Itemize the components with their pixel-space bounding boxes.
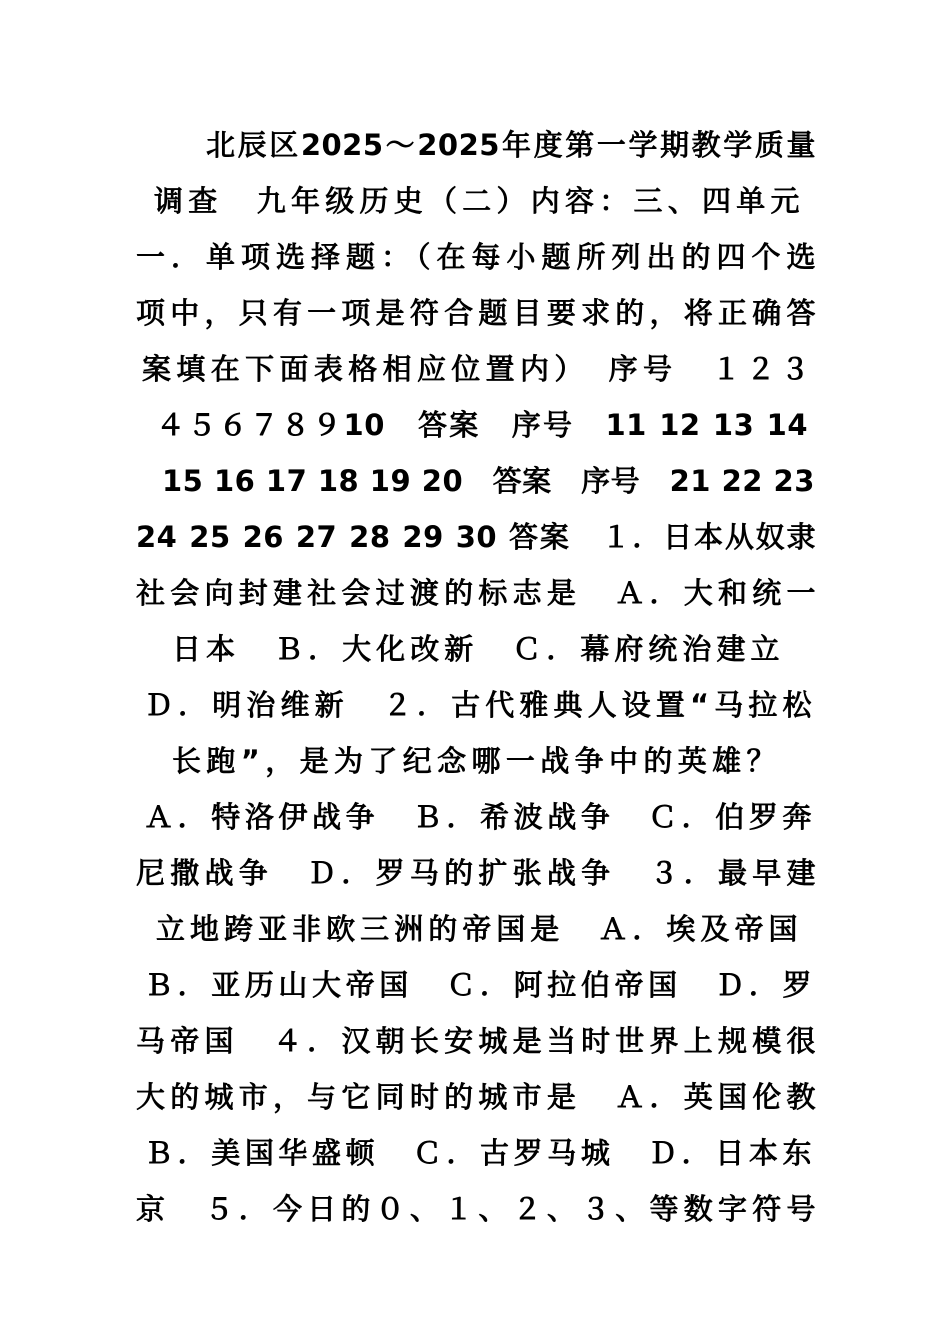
text-line: 24 25 26 27 28 29 30 答案 １．日本从奴隶 (136, 520, 816, 554)
text-line: 日本 Ｂ．大化改新 Ｃ．幕府统治建立 (172, 632, 780, 666)
text-line: 北辰区2025～2025年度第一学期教学质量 (206, 128, 816, 162)
text-line: Ｄ．明治维新 ２．古代雅典人设置“马拉松 (144, 688, 812, 722)
text-line: 调查 九年级历史（二）内容：三、四单元 (154, 184, 800, 218)
text-line: 马帝国 ４．汉朝长安城是当时世界上规模很 (136, 1024, 816, 1058)
text-line: 项中，只有一项是符合题目要求的，将正确答 (136, 296, 816, 330)
text-line: 尼撒战争 Ｄ．罗马的扩张战争 ３．最早建 (136, 856, 816, 890)
text-line: 大的城市，与它同时的城市是 Ａ．英国伦教 (136, 1080, 816, 1114)
text-line: 案填在下面表格相应位置内） 序号 １２３ (142, 352, 810, 386)
text-line: 立地跨亚非欧三洲的帝国是 Ａ．埃及帝国 (156, 912, 798, 946)
text-line: ４５６７８９10 答案 序号 11 12 13 14 (156, 408, 808, 442)
text-line: 一．单项选择题：（在每小题所列出的四个选 (136, 240, 816, 274)
text-line: Ｂ．亚历山大帝国 Ｃ．阿拉伯帝国 Ｄ．罗 (144, 968, 812, 1002)
text-line: 社会向封建社会过渡的标志是 Ａ．大和统一 (136, 576, 816, 610)
text-line: 京 ５．今日的０、１、２、３、等数字符号 (136, 1192, 816, 1226)
text-line: Ｂ．美国华盛顿 Ｃ．古罗马城 Ｄ．日本东 (144, 1136, 812, 1170)
text-line: Ａ．特洛伊战争 Ｂ．希波战争 Ｃ．伯罗奔 (144, 800, 812, 834)
text-line: 15 16 17 18 19 20 答案 序号 21 22 23 (162, 464, 815, 498)
text-line: 长跑”，是为了纪念哪一战争中的英雄？ (172, 744, 776, 778)
